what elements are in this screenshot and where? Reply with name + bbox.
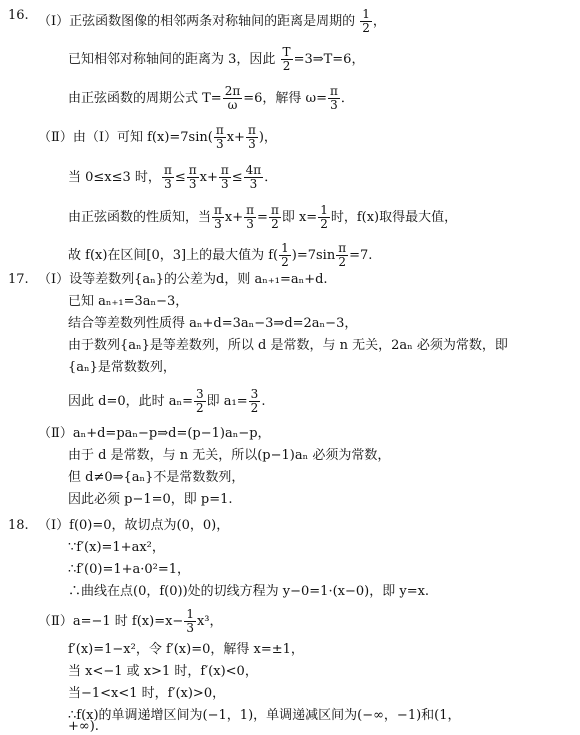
numerator: π <box>270 203 279 217</box>
text: 已知 aₙ₊₁=3aₙ−3， <box>68 294 189 309</box>
text: ． <box>340 91 354 106</box>
text: +∞). <box>68 719 99 734</box>
numerator: T <box>282 45 291 59</box>
numerator: 1 <box>281 241 289 255</box>
numerator: π <box>330 84 338 98</box>
denominator: 3 <box>246 217 254 231</box>
fraction <box>279 242 291 269</box>
fraction <box>269 204 281 231</box>
fraction <box>162 164 174 191</box>
text: 当−1<x<1 时，f′(x)>0， <box>68 686 226 701</box>
numerator: π <box>338 241 347 255</box>
fraction <box>246 124 258 151</box>
text: ≤ <box>231 170 243 185</box>
text: ， <box>372 14 386 29</box>
q17-number: 17. <box>8 272 29 287</box>
denominator: 2 <box>196 401 204 415</box>
text: ∴曲线在点(0，f(0))处的切线方程为 y−0=1·(x−0)，即 y=x. <box>68 584 430 599</box>
text: f′(x)=1−x²，令 f′(x)=0，解得 x=±1， <box>68 642 304 657</box>
fraction <box>281 46 293 73</box>
text: 时，f(x)取得最大值， <box>330 210 458 225</box>
text: =7. <box>349 248 373 263</box>
text: 由于数列{aₙ}是等差数列，所以 d 是常数，与 n 无关，2aₙ 必须为常数，即 <box>68 338 508 353</box>
fraction <box>336 242 348 269</box>
fraction <box>223 85 243 112</box>
denominator: ω <box>227 98 238 112</box>
fraction <box>219 164 231 191</box>
text: =3⇒T=6， <box>293 52 365 67</box>
text: {aₙ}是常数数列， <box>68 360 176 375</box>
text: 即 a₁= <box>206 394 248 409</box>
denominator: 2 <box>271 217 279 231</box>
numerator: 4π <box>245 163 262 177</box>
denominator: 3 <box>215 137 224 151</box>
text: 由正弦函数的性质知，当 <box>68 210 212 225</box>
numerator: 1 <box>362 7 370 21</box>
text: （Ⅱ）a=−1 时 f(x)=x− <box>38 614 184 629</box>
text: （Ⅰ）正弦函数图像的相邻两条对称轴间的距离是周期的 <box>38 14 356 29</box>
denominator: 3 <box>330 98 338 112</box>
denominator: 3 <box>220 177 229 191</box>
text: x+ <box>199 170 218 185</box>
fraction <box>328 85 340 112</box>
text: 已知相邻对称轴间的距离为 3，因此 <box>68 52 276 67</box>
text: ≤ <box>174 170 186 185</box>
fraction <box>249 388 261 415</box>
numerator: π <box>215 123 224 137</box>
denominator: 2 <box>281 255 289 269</box>
text: ∵f′(x)=1+ax²， <box>68 540 165 555</box>
text: =6，解得 ω= <box>243 91 328 106</box>
numerator: π <box>188 163 197 177</box>
fraction <box>194 388 206 415</box>
numerator: 1 <box>320 203 328 217</box>
fraction <box>214 124 226 151</box>
fraction <box>212 204 224 231</box>
fraction <box>187 164 199 191</box>
text: ∴f(x)的单调递增区间为(−1，1)，单调递减区间为(−∞，−1)和(1， <box>68 708 461 723</box>
fraction <box>360 8 372 35</box>
q16-number: 16. <box>8 8 29 23</box>
numerator: π <box>163 163 172 177</box>
text: 因此必须 p−1=0，即 p=1. <box>68 492 233 507</box>
numerator: 2π <box>224 84 241 98</box>
text: （Ⅱ）aₙ+d=paₙ−p⇒d=(p−1)aₙ−p， <box>38 426 271 441</box>
denominator: 3 <box>164 177 172 191</box>
text: )， <box>258 130 277 145</box>
numerator: π <box>246 203 255 217</box>
numerator: 3 <box>250 387 259 401</box>
denominator: 2 <box>338 255 346 269</box>
text: 当 0≤x≤3 时， <box>68 170 161 185</box>
text: . <box>261 394 266 409</box>
denominator: 2 <box>250 401 259 415</box>
text: 因此 d=0，此时 aₙ= <box>68 394 194 409</box>
numerator: 1 <box>186 607 194 621</box>
denominator: 2 <box>282 59 291 73</box>
text: （Ⅰ）f(0)=0，故切点为(0，0)， <box>38 518 230 533</box>
text: 结合等差数列性质得 aₙ+d=3aₙ−3⇒d=2aₙ−3， <box>68 316 358 331</box>
denominator: 3 <box>248 137 256 151</box>
text: 当 x<−1 或 x>1 时，f′(x)<0， <box>68 664 258 679</box>
numerator: π <box>220 163 229 177</box>
text: x+ <box>224 210 244 225</box>
numerator: π <box>247 123 256 137</box>
fraction <box>318 204 330 231</box>
fraction <box>244 204 256 231</box>
denominator: 3 <box>188 177 197 191</box>
text: )=7sin <box>291 248 336 263</box>
text: ． <box>264 170 278 185</box>
denominator: 3 <box>249 177 258 191</box>
text: 即 x= <box>281 210 318 225</box>
fraction <box>184 608 196 635</box>
text: （Ⅱ）由（Ⅰ）可知 f(x)=7sin( <box>38 130 213 145</box>
denominator: 3 <box>186 621 194 635</box>
denominator: 3 <box>214 217 222 231</box>
text: 由于 d 是常数，与 n 无关，所以(p−1)aₙ 必须为常数， <box>68 448 391 463</box>
fraction <box>244 164 264 191</box>
q18-number: 18. <box>8 518 29 533</box>
numerator: 3 <box>196 387 204 401</box>
text: 故 f(x)在区间[0，3]上的最大值为 f( <box>68 248 279 263</box>
text: = <box>257 210 268 225</box>
text: ∴f′(0)=1+a·0²=1， <box>68 562 191 577</box>
numerator: π <box>214 203 222 217</box>
text: x³， <box>196 614 223 629</box>
denominator: 2 <box>320 217 328 231</box>
text: （Ⅰ）设等差数列{aₙ}的公差为d，则 aₙ₊₁=aₙ+d. <box>38 272 328 287</box>
text: 但 d≠0⇒{aₙ}不是常数数列， <box>68 470 245 485</box>
text: 由正弦函数的周期公式 T= <box>68 91 222 106</box>
denominator: 2 <box>362 21 370 35</box>
text: x+ <box>226 130 245 145</box>
